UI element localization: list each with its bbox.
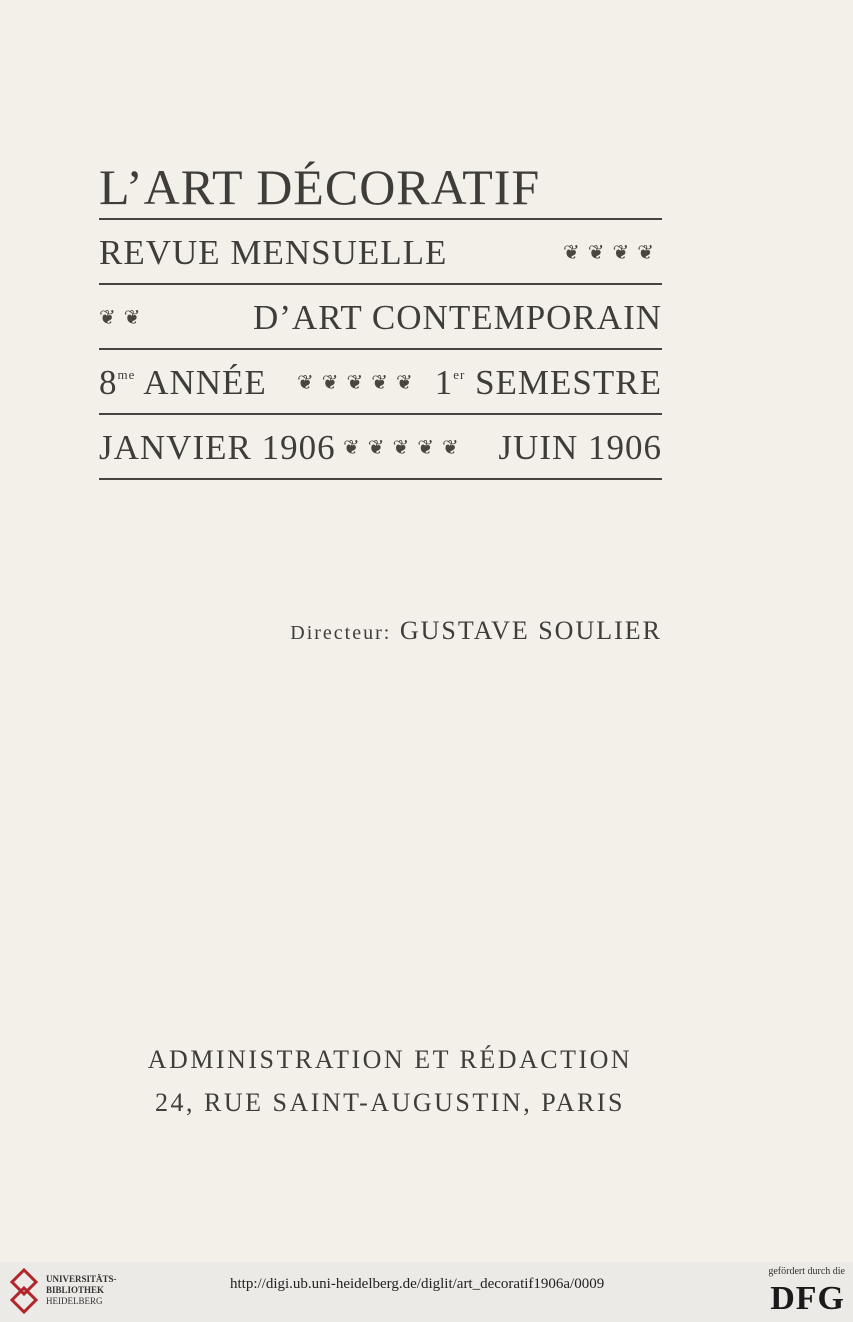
- semester-text: 1er SEMESTRE: [434, 363, 662, 402]
- journal-title: L’ART DÉCORATIF: [99, 159, 541, 215]
- revue-mensuelle-text: REVUE MENSUELLE: [99, 233, 448, 272]
- admin-line-1: ADMINISTRATION ET RÉDACTION: [147, 1045, 633, 1074]
- subtitle-line-1: [99, 220, 662, 285]
- leaf-ornament-icon: ❦❦❦❦: [562, 242, 662, 264]
- leaf-ornament-icon: ❦❦: [99, 307, 149, 329]
- university-library-logo-icon: [10, 1268, 38, 1316]
- leaf-ornament-icon: ❦❦❦❦❦: [297, 372, 421, 394]
- admin-line-2: 24, RUE SAINT-AUGUSTIN, PARIS: [154, 1088, 625, 1117]
- art-contemporain-text: D’ART CONTEMPORAIN: [252, 298, 662, 337]
- title-line: [99, 150, 662, 220]
- title-block: [99, 150, 662, 480]
- date-range-line: [99, 415, 662, 480]
- subtitle-line-2: [99, 285, 662, 350]
- page-url-link[interactable]: http://digi.ub.uni-heidelberg.de/diglit/art_decoratif1906a/0009: [230, 1276, 605, 1292]
- director-label: Directeur:: [290, 622, 392, 644]
- library-name: UNIVERSITÄTS- BIBLIOTHEK HEIDELBERG: [46, 1274, 117, 1306]
- leaf-ornament-icon: ❦❦❦❦❦: [343, 437, 467, 459]
- year-text: $8^{me}$ ANNÉE: [99, 363, 267, 402]
- end-date-text: JUIN 1906: [498, 428, 662, 467]
- start-date-text: JANVIER 1906: [99, 428, 336, 467]
- director-line: [212, 616, 662, 646]
- dfg-logo: DFG: [770, 1280, 845, 1317]
- year-semester-line: [99, 350, 662, 415]
- director-name: GUSTAVE SOULIER: [399, 616, 662, 645]
- funded-by-text: gefördert durch die: [768, 1266, 845, 1277]
